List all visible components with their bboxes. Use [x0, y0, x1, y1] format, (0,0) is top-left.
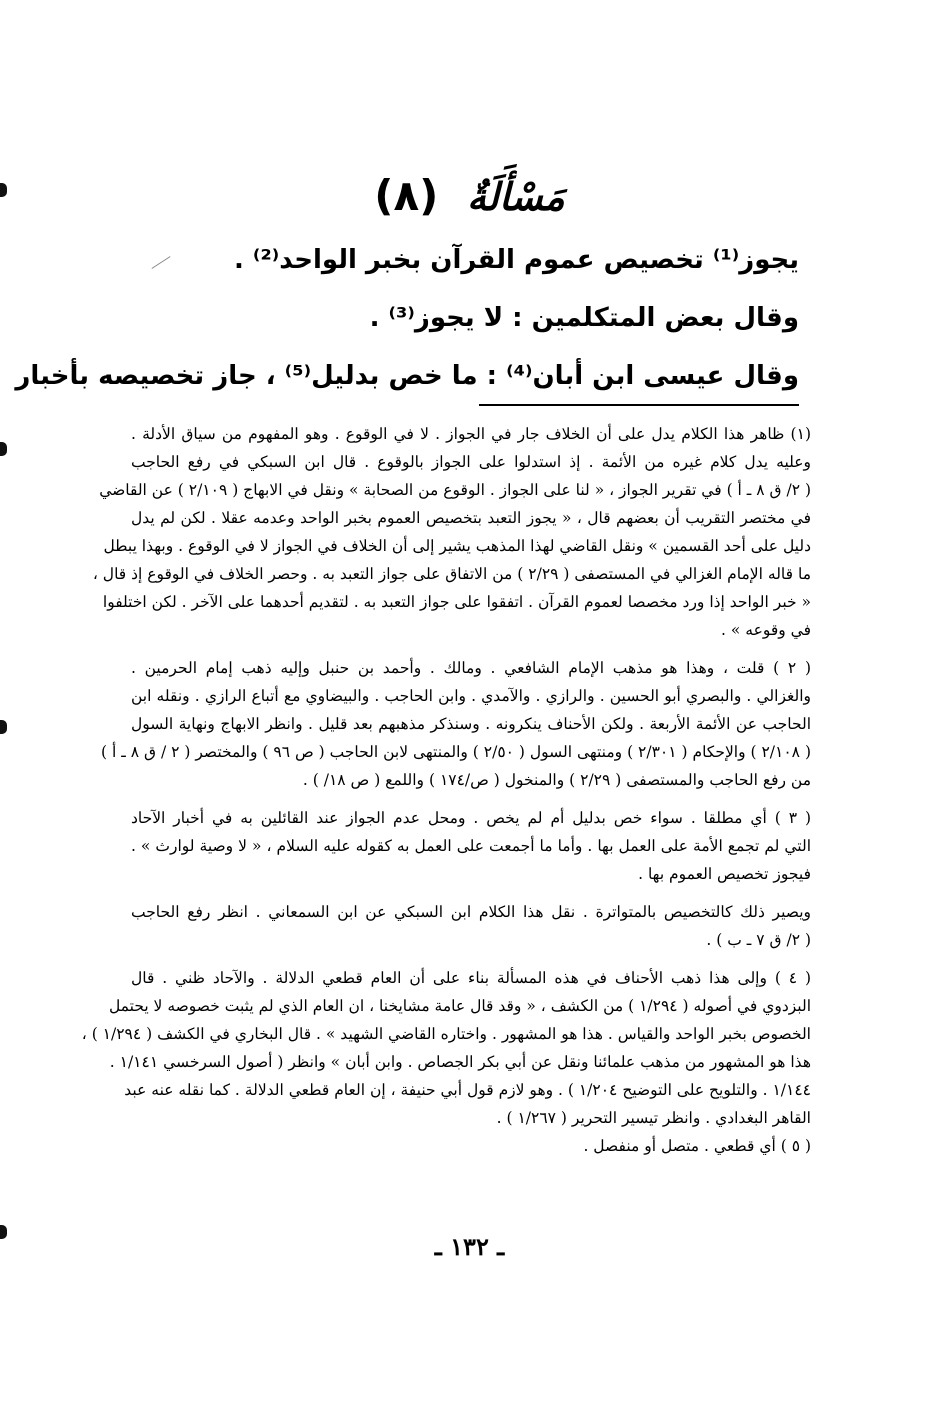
- footnote-line: ( ٢/ ق ٧ ـ ب ) .: [706, 931, 811, 949]
- scan-edge-mark: [0, 720, 7, 734]
- main-text-line: وقال بعض المتكلمين : لا يجوز⁽³⁾ .: [369, 303, 799, 333]
- main-text-line: يجوز⁽¹⁾ تخصيص عموم القرآن بخبر الواحد⁽²⁾ .: [233, 245, 799, 275]
- footnotes: [81, 420, 811, 1160]
- issue-heading: [0, 168, 939, 225]
- footnote-line: الخصوص بخبر الواحد والقياس . هذا هو المشهور . واختاره القاضي الشهيد » . قال البخاري في الكشف ( ١/٢٩٤ ) ،: [81, 1025, 811, 1043]
- footnote: [92, 420, 811, 644]
- footnote: [81, 964, 811, 1132]
- footnote-line: من رفع الحاجب والمستصفى ( ٢/٢٩ ) والمنخول ( ص/١٧٤ ) واللمع ( ص ١٨/ ) .: [302, 771, 811, 789]
- footnote-gap: [131, 644, 811, 654]
- footnote-line: ( ٣ ) أي مطلقا . سواء خص بدليل أم لم يخص . ومحل عدم الجواز عند القائلين به في أخبار الآحاد: [131, 809, 811, 827]
- footnote-line: ( ٢ ) قلت ، وهذا هو مذهب الإمام الشافعي . ومالك . وأحمد بن حنبل وإليه ذهب إمام الحرمين .: [131, 659, 811, 677]
- issue-heading-number: (٨): [374, 171, 439, 220]
- footnote: [131, 1132, 811, 1160]
- footnote-line: الحاجب عن الأئمة الأربعة . ولكن الأحناف ينكرونه . وسنذكر مذهبهم بعد قليل . وانظر الابهاج ونهاية السول: [131, 715, 811, 733]
- footnote-line: « خبر الواحد إذا ورد مخصصا لعموم القرآن . اتفقوا على جواز التعبد به . لتقديم أحدهما على الآخر . لكن اختلفوا: [102, 593, 811, 611]
- main-text-line: وقال عيسى ابن أبان⁽⁴⁾ : ما خص بدليل⁽⁵⁾ ، جاز تخصيصه بأخبار: [15, 361, 799, 391]
- footnote-line: وعليه يدل كلام غيره من الأئمة . إذ استدلوا على الجواز بالوقوع . قال ابن السبكي في رفع الحاجب: [131, 453, 811, 471]
- footnote-gap: [131, 888, 811, 898]
- footnote-line: ويصير ذلك كالتخصيص بالمتواترة . نقل هذا الكلام ابن السبكي عن ابن السمعاني . انظر رفع الحاجب: [131, 903, 811, 921]
- footnote-line: والغزالي . والبصري أبو الحسين . والرازي . والآمدي . وابن الحاجب . والبيضاوي مع أتباع الرازي . ونقله ابن: [131, 687, 811, 705]
- footnote-line: ( ٢/ ق ٨ ـ أ ) في تقرير الجواز ، « لنا على الجواز . الوقوع من الصحابة » ونقل في الابهاج ( ٢/١٠٩ ) عن القاضي: [99, 481, 811, 499]
- footnote: [131, 804, 811, 888]
- footnote-line: ( ٢/١٠٨ ) والإحكام ( ٢/٣٠١ ) ومنتهى السول ( ٢/٥٠ ) والمنتهى لابن الحاجب ( ص ٩٦ ) والمختصر ( ٢ / ق ٨ ـ أ ): [101, 743, 811, 761]
- footnote-line: ( ٤ ) وإلى هذا ذهب الأحناف في هذه المسألة بناء على أن العام قطعي الدلالة . والآحاد ظني . قال: [131, 969, 811, 987]
- page-number: ـ ١٣٢ ـ: [434, 1232, 505, 1261]
- issue-heading-word: مَسْأَلَةٌ: [466, 174, 565, 219]
- footnote-line: ( ٥ ) أي قطعي . متصل أو منفصل .: [583, 1137, 811, 1155]
- footnote-gap: [131, 954, 811, 964]
- footnote-line: ١/١٤٤ . والتلويح على التوضيح ١/٢٠٤ ) . وهو لازم قول أبي حنيفة ، إن العام قطعي الدلالة . كما نقله عنه عبد: [124, 1081, 811, 1099]
- footnote: [131, 898, 811, 954]
- footnote-line: هذا هو المشهور من مذهب علمائنا ونقل عن أبي بكر الجصاص . وابن أبان » وانظر ( أصول السرخسي ١/١٤١ .: [109, 1053, 811, 1071]
- footnote-line: البزدوي في أصوله ( ١/٢٩٤ ) من الكشف ، « وقد قال عامة مشايخنا ، ان العام الذي لم يثبت خصوصه لا يحتمل: [108, 997, 811, 1015]
- footnote-line: القاهر البغدادي . وانظر تيسير التحرير ( ١/٢٦٧ ) .: [496, 1109, 811, 1127]
- footnote-line: التي لم تجمع الأمة على العمل بها . وأما ما أجمعت على العمل به كقوله عليه السلام ، « لا وصية لوارث » .: [131, 837, 811, 855]
- footnote-line: (١) ظاهر هذا الكلام يدل على أن الخلاف جار في الجواز . لا في الوقوع . وهو المفهوم من سياق الأدلة .: [131, 425, 811, 443]
- footnote-line: فيجوز تخصيص العموم بها .: [638, 865, 811, 883]
- scan-edge-mark: [0, 442, 7, 456]
- footnote-line: ما قاله الإمام الغزالي في المستصفى ( ٢/٢٩ ) من الاتفاق على جواز التعبد به . وحصر الخلاف في الوقوع إذ قال ،: [92, 565, 811, 583]
- footnote-gap: [131, 794, 811, 804]
- footnote-line: في وقوعه » .: [721, 621, 811, 639]
- footnote-line: في مختصر التقريب أن بعضهم قال ، « يجوز التعبد بتخصيص العموم بخبر الواحد وعدمه عقلا . لكن لم يدل: [131, 509, 811, 527]
- footnote: [101, 654, 811, 794]
- footnote-divider: [479, 404, 799, 406]
- footnote-line: دليل على أحد القسمين » ونقل القاضي لهذا المذهب يشير إلى أن الخلاف في الجواز لا في الوقوع . وبهذا يبطل: [103, 537, 811, 555]
